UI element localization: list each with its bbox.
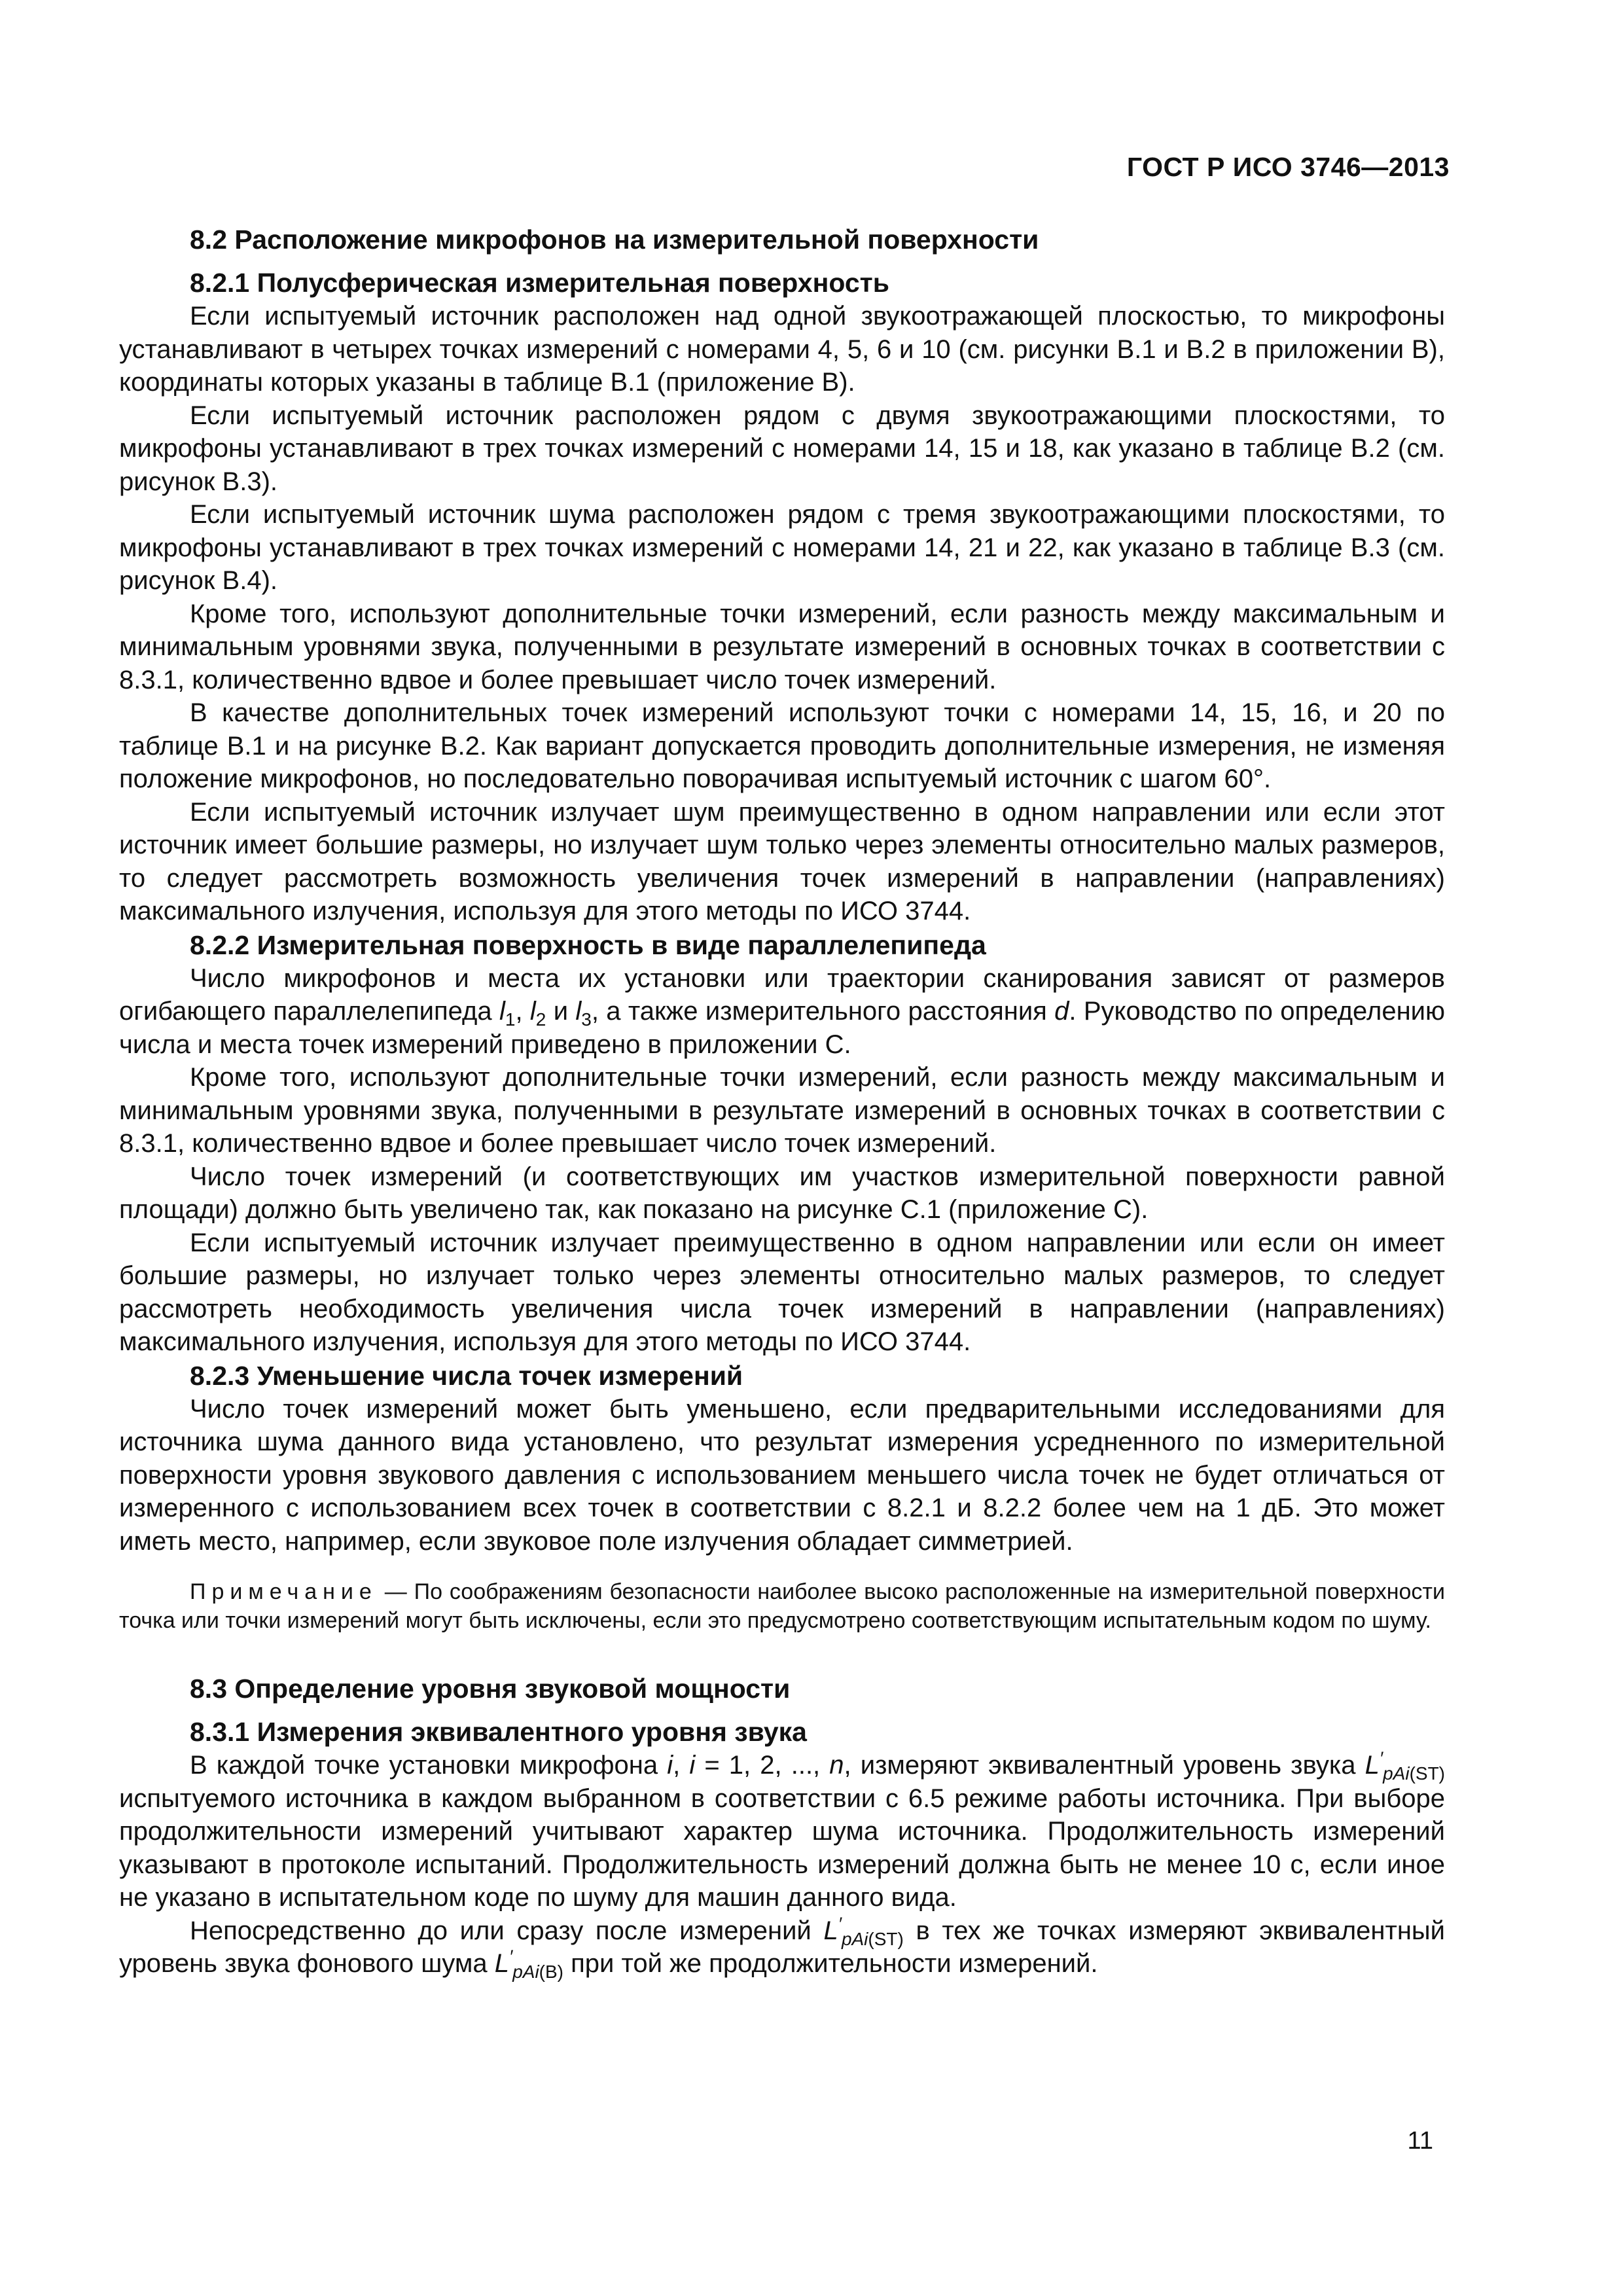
paragraph: Кроме того, используют дополнительные точки измерений, если разность между максимальным и минимальным уровнями звука, полученными в результате измерений в основных точках в соответствии с 8.3.1, количественно вдвое и более превышает число точек измерений.	[119, 599, 1445, 694]
symbol-L-pAi-ST: $L'_{pAi}$	[823, 1913, 868, 1949]
section-8-2-3-heading: 8.2.3 Уменьшение числа точек измерений	[190, 1360, 743, 1391]
document-body	[119, 223, 1445, 1981]
paragraph: Если испытуемый источник расположен рядом с двумя звукоотражающими плоскостями, то микрофоны устанавливают в трех точках измерений с номерами 14, 15 и 18, как указано в таблице В.2 (см. рисунок В.3).	[119, 401, 1445, 496]
paragraph: Если испытуемый источник расположен над одной звукоотражающей плоскостью, то микрофоны устанавливают в четырех точках измерений с номерами 4, 5, 6 и 10 (см. рисунки В.1 и В.2 в приложении В), координаты которых указаны в таблице В.1 (приложение В).	[119, 302, 1445, 397]
note-text: — По соображениям безопасности наиболее высоко расположенные на измерительной поверхности точка или точки измерений могут быть исключены, если это предусмотрено соответствующим испытательным кодом по шуму.	[119, 1579, 1445, 1633]
symbol-L-pAi-B: $L'_{pAi}$	[494, 1946, 539, 1982]
paragraph: Если испытуемый источник шума расположен рядом с тремя звукоотражающими плоскостями, то микрофоны устанавливают в трех точках измерений с номерами 14, 21 и 22, как указано в таблице В.3 (см. рисунок В.4).	[119, 500, 1445, 595]
paragraph: В качестве дополнительных точек измерений используют точки с номерами 14, 15, 16, и 20 по таблице В.1 и на рисунке В.2. Как вариант допускается проводить дополнительные измерения, не изменяя положение микрофонов, но последовательно поворачивая испытуемый источник с шагом 60°.	[119, 698, 1445, 793]
symbol-L-pAi-ST: $L'_{pAi}$	[1364, 1748, 1410, 1784]
note-label: Примечание	[190, 1579, 378, 1604]
paragraph: В каждой точке установки микрофона i, i = 1, 2, ..., n, измеряют эквивалентный уровень звука $L'_{pAi(ST)}$ испытуемого источника в каждом выбранном в соответствии с 6.5 режиме работы источника. При выборе продолжительности измерений учитывают характер шума источника. Продолжительность измерений указывают в протоколе испытаний. Продолжительность измерений должна быть не менее 10 с, если иное не указано в испытательном коде по шуму для машин данного вида.	[119, 1748, 1445, 1912]
section-8-2-2-heading: 8.2.2 Измерительная поверхность в виде параллелепипеда	[190, 929, 986, 960]
section-8-2-heading: 8.2 Расположение микрофонов на измерительной поверхности	[190, 224, 1039, 255]
paragraph: Число микрофонов и места их установки или траектории сканирования зависят от размеров огибающего параллелепипеда $l_1$, $l_2$ и $l_3$, а также измерительного расстояния d. Руководство по определению числа и места точек измерений приведено в приложении С.	[119, 963, 1445, 1059]
paragraph: Число точек измерений (и соответствующих им участков измерительной поверхности равной площади) должно быть увеличено так, как показано на рисунке С.1 (приложение С).	[119, 1162, 1445, 1224]
paragraph: Если испытуемый источник излучает шум преимущественно в одном направлении или если этот источник имеет большие размеры, но излучает шум только через элементы относительно малых размеров, то следует рассмотреть возможность увеличения точек измерений в направлении (направлениях) максимального излучения, используя для этого методы по ИСО 3744.	[119, 797, 1445, 925]
paragraph: Число точек измерений может быть уменьшено, если предварительными исследованиями для источника шума данного вида установлено, что результат измерения усредненного по измерительной поверхности уровня звукового давления с использованием меньшего числа точек не будет отличаться от измеренного с использованием всех точек в соответствии с 8.2.1 и 8.2.2 более чем на 1 дБ. Это может иметь место, например, если звуковое поле излучения обладает симметрией.	[119, 1394, 1445, 1556]
paragraph: Кроме того, используют дополнительные точки измерений, если разность между максимальным и минимальным уровнями звука, полученными в результате измерений в основных точках в соответствии с 8.3.1, количественно вдвое и более превышает число точек измерений.	[119, 1063, 1445, 1158]
paragraph: Если испытуемый источник излучает преимущественно в одном направлении или если он имеет большие размеры, но излучает только через элементы относительно малых размеров, то следует рассмотреть необходимость увеличения числа точек измерений в направлении (направлениях) максимального излучения, используя для этого методы по ИСО 3744.	[119, 1228, 1445, 1356]
note	[119, 1577, 1445, 1635]
section-8-2-1-heading: 8.2.1 Полусферическая измерительная поверхность	[190, 268, 889, 298]
section-8-3-1-heading: 8.3.1 Измерения эквивалентного уровня звука	[190, 1717, 807, 1747]
paragraph: Непосредственно до или сразу после измерений $L'_{pAi(ST)}$ в тех же точках измеряют эквивалентный уровень звука фонового шума $L'_{pAi(B)}$ при той же продолжительности измерений.	[119, 1913, 1446, 1982]
section-8-3-heading: 8.3 Определение уровня звуковой мощности	[190, 1674, 791, 1704]
page-number: 11	[1407, 2127, 1433, 2155]
document-header: ГОСТ Р ИСО 3746—2013	[1126, 152, 1450, 182]
